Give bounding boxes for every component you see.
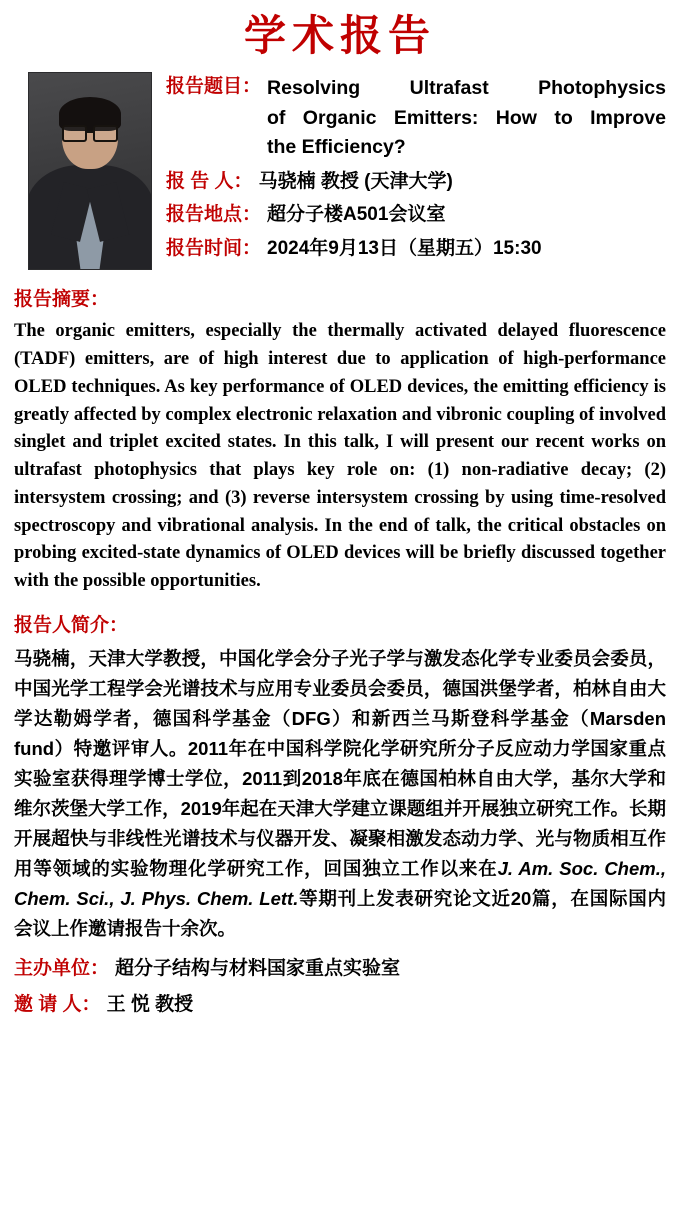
bio-text <box>14 644 666 944</box>
abstract-heading: 报告摘要： <box>14 289 110 311</box>
speaker-photo <box>28 72 152 270</box>
topic-line-3: the Efficiency? <box>267 135 406 158</box>
page-title: 学术报告 <box>243 14 436 60</box>
topic-line-2: of Organic Emitters: How to Improve <box>267 106 666 129</box>
topic-line-1: Resolving Ultrafast Photophysics <box>267 77 666 100</box>
time-label: 报告时间： <box>166 237 262 259</box>
topic-label: 报告题目： <box>166 76 262 98</box>
topic-row <box>166 74 666 162</box>
speaker-value: 马骁楠 教授 (天津大学) <box>258 171 453 193</box>
venue-row <box>166 202 666 228</box>
time-row <box>166 236 666 262</box>
inviter-value: 王 悦 教授 <box>106 993 194 1015</box>
talk-info <box>166 72 666 268</box>
inviter-row <box>14 989 666 1016</box>
organizer-value: 超分子结构与材料国家重点实验室 <box>115 957 401 979</box>
abstract-text: The organic emitters, especially the thermally activated delayed fluorescence (TADF) emitters, are of high interest due to application of high-performance OLED techniques. As key performance of OLED devices, the emitting efficiency is greatly affected by complex electronic relaxation and vibronic coupling of involved singlet and triplet excited states. In this talk, I will present our recent works on ultrafast photophysics that plays key role on: (1) non-radiative decay; (2) intersystem crossing; and (3) reverse intersystem crossing by using time-resolved spectroscopy and vibrational analysis. In the end of talk, the critical obstacles on probing excited-state dynamics of OLED devices will be briefly discussed together with the possible opportunities. <box>14 321 666 592</box>
header-section <box>14 72 666 270</box>
inviter-label: 邀 请 人： <box>14 993 101 1015</box>
glasses-icon <box>61 125 119 139</box>
venue-label: 报告地点： <box>166 204 262 226</box>
bio-part-2: 等期刊上发表研究论文近20篇，在国际国内会议上作邀请报告十余次。 <box>14 887 666 939</box>
bio-journals: J. Am. Soc. Chem., Chem. Sci., J. Phys. Chem. Lett. <box>14 857 666 909</box>
organizer-row <box>14 953 666 980</box>
bio-part-1: 马骁楠，天津大学教授，中国化学会分子光子学与激发态化学专业委员会委员，中国光学工程学会光谱技术与应用专业委员会委员，德国洪堡学者，柏林自由大学达勒姆学者，德国科学基金（DFG）和新西兰马斯登科学基金（Marsden fund）特邀评审人。2011年在中国科学院化学研究所分子反应动力学国家重点实验室获得理学博士学位，2011到2018年底在德国柏林自由大学，基尔大学和维尔茨堡大学工作，2019年起在天津大学建立课题组并开展独立研究工作。长期开展超快与非线性光谱技术与仪器开发、凝聚相激发态动力学、光与物质相互作用等领域的实验物理化学研究工作，回国独立工作以来在 <box>14 647 666 879</box>
organizer-label: 主办单位： <box>14 957 110 979</box>
time-value: 2024年9月13日（星期五）15:30 <box>267 237 542 259</box>
topic-value <box>267 74 666 162</box>
venue-value: 超分子楼A501会议室 <box>267 204 446 226</box>
poster-root <box>0 12 680 1222</box>
bio-heading: 报告人简介： <box>14 614 129 636</box>
speaker-row <box>166 169 666 195</box>
speaker-label: 报 告 人： <box>166 171 253 193</box>
